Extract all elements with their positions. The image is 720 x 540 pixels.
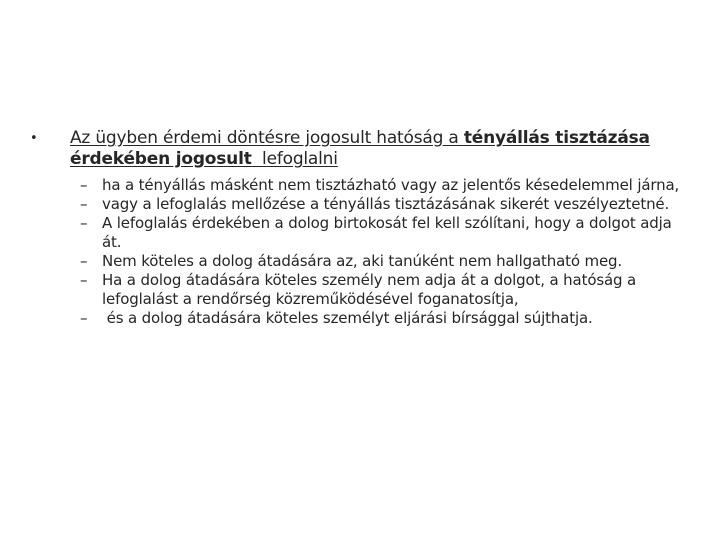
sub-item-text: Ha a dolog átadására köteles személy nem adja át a dolgot, a hatóság a lefoglalást a rendőrség közreműködésével foganatosítja, [102,271,637,308]
dash-icon: – [80,252,88,270]
main-bullet-text [40,128,680,170]
dash-icon: – [80,176,88,194]
dash-icon: – [80,271,88,289]
sub-item-text: ha a tényállás másként nem tisztázható vagy az jelentős késedelemmel járna, [102,176,680,194]
dash-icon: – [80,195,88,213]
main-text-part-1: Az ügyben érdemi döntésre jogosult hatóság a [70,128,464,148]
sub-item [80,309,685,328]
sub-item [80,195,685,214]
sub-item-text: vagy a lefoglalás mellőzése a tényállás tisztázásának sikerét veszélyeztetné. [102,195,670,213]
sub-item-text: A lefoglalás érdekében a dolog birtokosát fel kell szólítani, hogy a dolgot adja át. [102,214,672,251]
sub-list [80,176,685,328]
sub-item [80,252,685,271]
dash-icon: – [80,214,88,232]
main-bullet-item [30,128,680,170]
main-text-part-2: lefoglalni [251,149,338,169]
sub-item [80,176,685,195]
sub-item [80,271,685,309]
sub-item [80,214,685,252]
dash-icon: – [80,309,88,327]
sub-item-text: Nem köteles a dolog átadására az, aki tanúként nem hallgatható meg. [102,252,623,270]
sub-item-text: és a dolog átadására köteles személyt eljárási bírsággal sújthatja. [102,309,593,327]
bullet-icon: • [30,131,38,146]
main-text-bold: tényállás tisztázása érdekében jogosult [70,128,650,169]
